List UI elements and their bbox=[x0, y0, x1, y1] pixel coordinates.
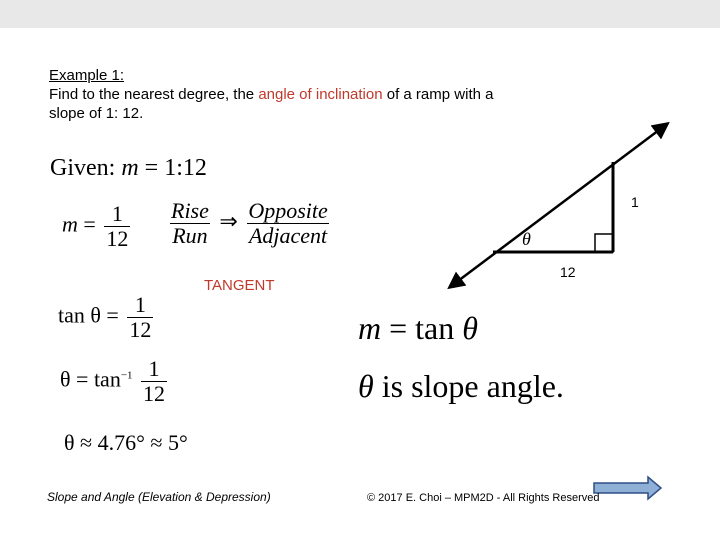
adjacent-text: Adjacent bbox=[248, 223, 328, 249]
tan-den: 12 bbox=[129, 317, 152, 343]
implies-arrow: ⇒ bbox=[219, 208, 238, 234]
example-highlight: angle of inclination bbox=[258, 86, 383, 103]
given-m: m bbox=[121, 155, 139, 181]
inv-exponent: −1 bbox=[120, 369, 133, 382]
slope-tan-equation bbox=[358, 310, 478, 347]
tan-num: 1 bbox=[134, 292, 146, 317]
run-text: Run bbox=[172, 223, 208, 249]
inv-den: 12 bbox=[143, 381, 166, 407]
slope-angle-statement bbox=[358, 368, 564, 405]
slope-num: 1 bbox=[111, 201, 123, 226]
approx-equation: θ ≈ 4.76° ≈ 5° bbox=[64, 430, 188, 455]
rise-text: Rise bbox=[171, 198, 209, 223]
example-line1-pre: Find to the nearest degree, the bbox=[49, 86, 259, 103]
slope-equation: m = $\frac{1}{12}$ bbox=[62, 201, 129, 252]
example-line2: slope of 1: 12. bbox=[49, 105, 144, 122]
tangent-label: TANGENT bbox=[204, 277, 275, 294]
given-label: Given bbox=[50, 155, 109, 181]
slope-den: 12 bbox=[106, 226, 129, 252]
example-title: Example 1: bbox=[49, 67, 125, 84]
right-eq-m: m bbox=[358, 310, 382, 346]
angle-label: θ bbox=[522, 229, 531, 249]
right-arrow-icon[interactable] bbox=[594, 477, 661, 499]
given-eq: = bbox=[144, 155, 159, 181]
given-ratio: 1:12 bbox=[164, 155, 207, 181]
opposite-label: 1 bbox=[631, 194, 639, 210]
right-eq-rest: = tan bbox=[381, 310, 463, 346]
inv-lhs: θ = tan bbox=[60, 366, 121, 392]
inv-num: 1 bbox=[148, 356, 160, 381]
statement-theta: θ bbox=[358, 368, 374, 404]
footer-copyright: © 2017 E. Choi – MPM2D - All Rights Reserved bbox=[367, 492, 600, 504]
statement-rest: is slope angle. bbox=[373, 368, 564, 404]
opposite-text: Opposite bbox=[248, 198, 328, 223]
right-eq-theta: θ bbox=[462, 310, 478, 346]
given-colon: : bbox=[108, 155, 116, 181]
tan-lhs: tan θ = bbox=[58, 302, 119, 328]
right-angle-marker bbox=[595, 234, 613, 252]
footer-topic: Slope and Angle (Elevation & Depression) bbox=[47, 490, 271, 504]
example-line1-post: of a ramp with a bbox=[382, 86, 494, 103]
adjacent-label: 12 bbox=[560, 264, 576, 280]
